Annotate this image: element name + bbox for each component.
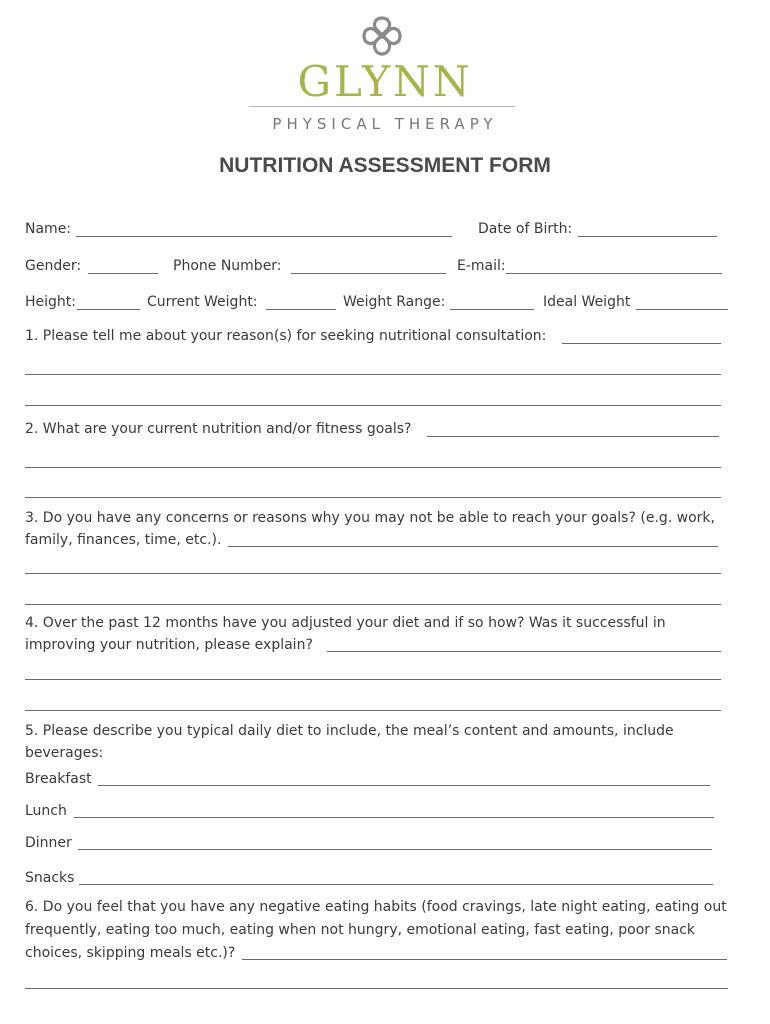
gender-field[interactable] <box>88 273 158 274</box>
q6-answer-field[interactable] <box>242 959 727 960</box>
q3-answer-field[interactable] <box>228 546 718 547</box>
gender-label: Gender: <box>25 258 82 274</box>
q4-answer-line[interactable] <box>25 679 721 680</box>
question-3: 3. Do you have any concerns or reasons why you may not be able to reach your goals? (e.g. work, <box>25 510 715 526</box>
name-field[interactable] <box>76 236 452 237</box>
question-5-cont: beverages: <box>25 745 104 761</box>
dob-label: Date of Birth: <box>478 221 573 237</box>
dinner-label: Dinner <box>25 835 72 851</box>
q3-answer-line[interactable] <box>25 573 721 574</box>
q2-answer-line[interactable] <box>25 497 721 498</box>
q1-answer-field[interactable] <box>562 343 721 344</box>
question-1: 1. Please tell me about your reason(s) for seeking nutritional consultation: <box>25 328 547 344</box>
q2-answer-line[interactable] <box>25 467 721 468</box>
current-weight-label: Current Weight: <box>147 294 258 310</box>
q3-answer-line[interactable] <box>25 604 721 605</box>
question-5: 5. Please describe you typical daily diet to include, the meal’s content and amounts, include <box>25 723 674 739</box>
snacks-field[interactable] <box>79 884 713 885</box>
ideal-weight-label: Ideal Weight <box>543 294 631 310</box>
question-4-cont: improving your nutrition, please explain? <box>25 637 313 653</box>
ideal-weight-field[interactable] <box>636 309 728 310</box>
question-6-cont2: choices, skipping meals etc.)? <box>25 945 236 961</box>
email-label: E-mail: <box>457 258 506 274</box>
breakfast-field[interactable] <box>98 785 710 786</box>
brand-subtitle: PHYSICAL THERAPY <box>272 115 498 133</box>
form-title: NUTRITION ASSESSMENT FORM <box>219 154 551 177</box>
height-field[interactable] <box>77 309 140 310</box>
quatrefoil-knot-icon <box>355 14 409 60</box>
question-3-cont: family, finances, time, etc.). <box>25 532 222 548</box>
dinner-field[interactable] <box>78 849 712 850</box>
question-6-cont: frequently, eating too much, eating when not hungry, emotional eating, fast eating, poor snack <box>25 922 696 938</box>
phone-field[interactable] <box>291 273 446 274</box>
current-weight-field[interactable] <box>266 309 336 310</box>
lunch-field[interactable] <box>74 817 714 818</box>
height-label: Height: <box>25 294 76 310</box>
phone-label: Phone Number: <box>173 258 282 274</box>
name-label: Name: <box>25 221 72 237</box>
weight-range-field[interactable] <box>450 309 534 310</box>
breakfast-label: Breakfast <box>25 771 92 787</box>
q6-answer-line[interactable] <box>25 988 728 989</box>
q2-answer-field[interactable] <box>427 436 719 437</box>
brand-divider <box>249 106 515 107</box>
q1-answer-line[interactable] <box>25 374 721 375</box>
q4-answer-line[interactable] <box>25 710 721 711</box>
question-2: 2. What are your current nutrition and/or fitness goals? <box>25 421 412 437</box>
brand-name: GLYNN <box>297 57 473 106</box>
dob-field[interactable] <box>578 236 717 237</box>
question-6: 6. Do you feel that you have any negative eating habits (food cravings, late night eating, eating out <box>25 899 727 915</box>
weight-range-label: Weight Range: <box>343 294 446 310</box>
lunch-label: Lunch <box>25 803 67 819</box>
q1-answer-line[interactable] <box>25 405 721 406</box>
email-field[interactable] <box>506 273 722 274</box>
snacks-label: Snacks <box>25 870 75 886</box>
q4-answer-field[interactable] <box>327 651 721 652</box>
question-4: 4. Over the past 12 months have you adjusted your diet and if so how? Was it successful in <box>25 615 666 631</box>
